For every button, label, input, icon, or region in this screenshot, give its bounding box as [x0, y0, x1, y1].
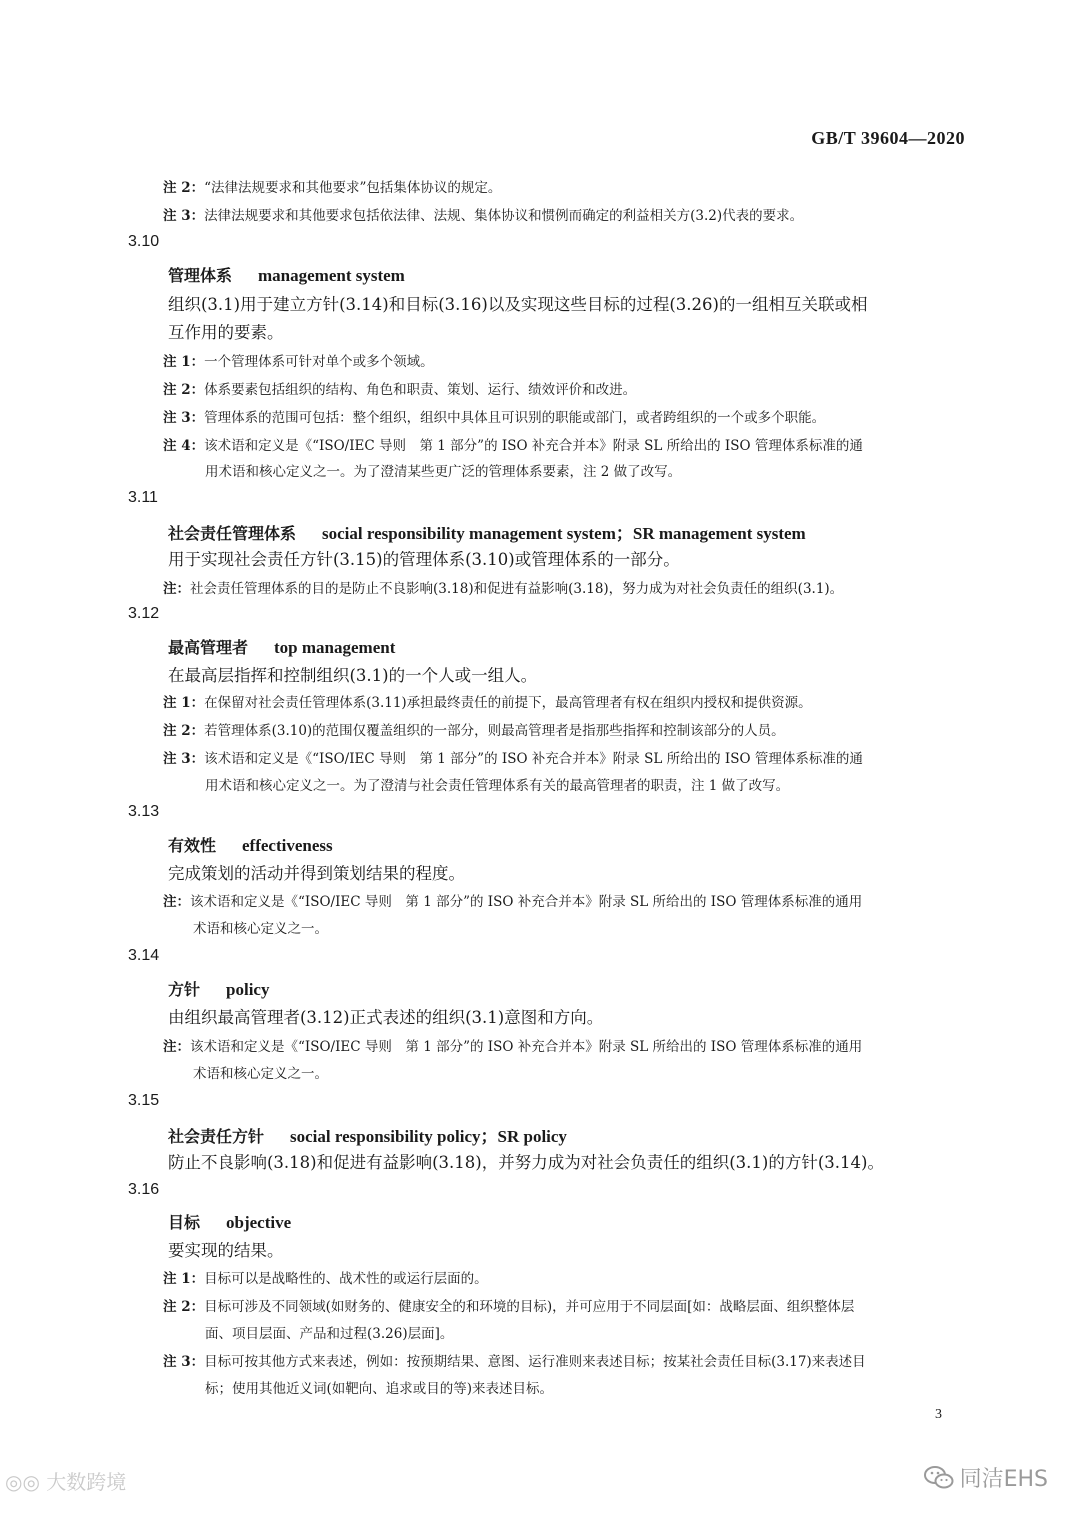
note	[163, 718, 785, 744]
note	[163, 1266, 488, 1292]
note-label: 注：	[163, 894, 190, 910]
definition: 用于实现社会责任方针(3.15)的管理体系(3.10)或管理体系的一部分。	[168, 550, 680, 569]
note-text: 体系要素包括组织的结构、角色和职责、策划、运行、绩效评价和改进。	[204, 382, 637, 398]
note	[163, 203, 803, 229]
note	[163, 889, 862, 915]
term-en: top management	[274, 638, 396, 657]
term-heading	[168, 263, 405, 286]
section-number: 3.10	[128, 233, 160, 250]
note-text: 该术语和定义是《“ISO/IEC 导则 第 1 部分”的 ISO 补充合并本》附录 SL 所给出的 ISO 管理体系标准的通用	[190, 1039, 863, 1055]
watermark-left-text: 大数跨境	[46, 1470, 127, 1494]
note-label: 注 3：	[163, 410, 205, 426]
note-text: 目标可以是战略性的、战术性的或运行层面的。	[204, 1271, 488, 1287]
note-text: 该术语和定义是《“ISO/IEC 导则 第 1 部分”的 ISO 补充合并本》附录 SL 所给出的 ISO 管理体系标准的通用	[190, 894, 863, 910]
definition: 组织(3.1)用于建立方针(3.14)和目标(3.16)以及实现这些目标的过程(3.26)的一组相互关联或相	[168, 295, 868, 314]
definition: 要实现的结果。	[168, 1241, 284, 1260]
section-number: 3.14	[128, 947, 160, 964]
note	[163, 405, 825, 431]
term-en: policy	[226, 980, 270, 999]
note-text: 若管理体系(3.10)的范围仅覆盖组织的一部分，则最高管理者是指那些指挥和控制该部分的人员。	[204, 723, 785, 739]
note-label: 注 1：	[163, 354, 205, 370]
term-en: social responsibility management system；SR management system	[322, 524, 806, 543]
term-cn: 管理体系	[168, 266, 233, 285]
term-en: objective	[226, 1213, 292, 1232]
note-continued: 面、项目层面、产品和过程(3.26)层面]。	[205, 1326, 454, 1342]
note-label: 注 2：	[163, 723, 205, 739]
term-heading	[168, 1122, 567, 1147]
definition-continued: 互作用的要素。	[168, 323, 284, 342]
note-text: 目标可涉及不同领域(如财务的、健康安全的和环境的目标)，并可应用于不同层面[如：战略层面、组织整体层	[204, 1299, 855, 1315]
note-text: 管理体系的范围可包括：整个组织，组织中具体且可识别的职能或部门，或者跨组织的一个或多个职能。	[204, 410, 826, 426]
term-cn: 目标	[168, 1213, 201, 1232]
note-label: 注 3：	[163, 751, 205, 767]
note-text: “法律法规要求和其他要求”包括集体协议的规定。	[204, 180, 502, 196]
note-continued: 标；使用其他近义词(如靶向、追求或目的等)来表述目标。	[205, 1381, 554, 1397]
note-continued: 用术语和核心定义之一。为了澄清某些更广泛的管理体系要素，注 2 做了改写。	[205, 464, 682, 480]
note	[163, 690, 812, 716]
note-label: 注：	[163, 581, 190, 597]
note	[163, 175, 501, 201]
standard-code: GB/T 39604—2020	[811, 128, 965, 148]
note	[163, 1034, 862, 1060]
term-heading	[168, 1210, 291, 1233]
term-en: management system	[258, 266, 405, 285]
term-en: social responsibility policy；SR policy	[290, 1127, 567, 1146]
definition: 由组织最高管理者(3.12)正式表述的组织(3.1)意图和方向。	[168, 1008, 604, 1027]
note-label: 注 1：	[163, 1271, 205, 1287]
term-cn: 社会责任管理体系	[168, 524, 297, 543]
term-cn: 社会责任方针	[168, 1127, 265, 1146]
watermark-left	[5, 1466, 126, 1495]
term-heading	[168, 833, 333, 856]
definition: 完成策划的活动并得到策划结果的程度。	[168, 864, 465, 883]
term-cn: 方针	[168, 980, 201, 999]
note	[163, 746, 863, 772]
note-label: 注 3：	[163, 208, 205, 224]
note-continued: 术语和核心定义之一。	[193, 1066, 328, 1082]
note-continued: 用术语和核心定义之一。为了澄清与社会责任管理体系有关的最高管理者的职责，注 1 做了改写。	[205, 778, 790, 794]
watermark-logo-icon: ◎◎	[5, 1470, 47, 1494]
note-label: 注 2：	[163, 180, 205, 196]
note	[163, 433, 863, 459]
note-label: 注 3：	[163, 1354, 205, 1370]
note	[163, 349, 434, 375]
section-number: 3.12	[128, 605, 160, 622]
note-label: 注 2：	[163, 1299, 205, 1315]
page-number: 3	[935, 1407, 942, 1422]
note-text: 法律法规要求和其他要求包括依法律、法规、集体协议和惯例而确定的利益相关方(3.2)代表的要求。	[204, 208, 804, 224]
note-label: 注 2：	[163, 382, 205, 398]
note-text: 该术语和定义是《“ISO/IEC 导则 第 1 部分”的 ISO 补充合并本》附录 SL 所给出的 ISO 管理体系标准的通	[204, 751, 863, 767]
term-heading	[168, 635, 395, 658]
note	[163, 576, 843, 602]
note	[163, 377, 636, 403]
note-label: 注：	[163, 1039, 190, 1055]
note-label: 注 4：	[163, 438, 205, 454]
note-continued: 术语和核心定义之一。	[193, 921, 328, 937]
wechat-icon	[924, 1465, 954, 1491]
term-en: effectiveness	[242, 836, 333, 855]
definition: 在最高层指挥和控制组织(3.1)的一个人或一组人。	[168, 666, 538, 685]
watermark-right-text: 同洁EHS	[959, 1467, 1048, 1492]
note	[163, 1294, 854, 1320]
section-number: 3.11	[128, 489, 158, 506]
term-heading	[168, 519, 806, 544]
note-text: 在保留对社会责任管理体系(3.11)承担最终责任的前提下，最高管理者有权在组织内授权和提供资源。	[204, 695, 812, 711]
term-cn: 有效性	[168, 836, 217, 855]
note-text: 社会责任管理体系的目的是防止不良影响(3.18)和促进有益影响(3.18)，努力成为对社会负责任的组织(3.1)。	[190, 581, 844, 597]
term-heading	[168, 977, 269, 1000]
definition: 防止不良影响(3.18)和促进有益影响(3.18)，并努力成为对社会负责任的组织(3.1)的方针(3.14)。	[168, 1153, 884, 1172]
note	[163, 1349, 866, 1375]
note-label: 注 1：	[163, 695, 205, 711]
note-text: 一个管理体系可针对单个或多个领域。	[204, 354, 434, 370]
section-number: 3.16	[128, 1181, 160, 1198]
section-number: 3.13	[128, 803, 160, 820]
note-text: 目标可按其他方式来表述，例如：按预期结果、意图、运行准则来表述目标；按某社会责任目标(3.17)来表述目	[204, 1354, 866, 1370]
section-number: 3.15	[128, 1092, 160, 1109]
note-text: 该术语和定义是《“ISO/IEC 导则 第 1 部分”的 ISO 补充合并本》附录 SL 所给出的 ISO 管理体系标准的通	[204, 438, 863, 454]
term-cn: 最高管理者	[168, 638, 249, 657]
watermark-right	[924, 1462, 1048, 1493]
